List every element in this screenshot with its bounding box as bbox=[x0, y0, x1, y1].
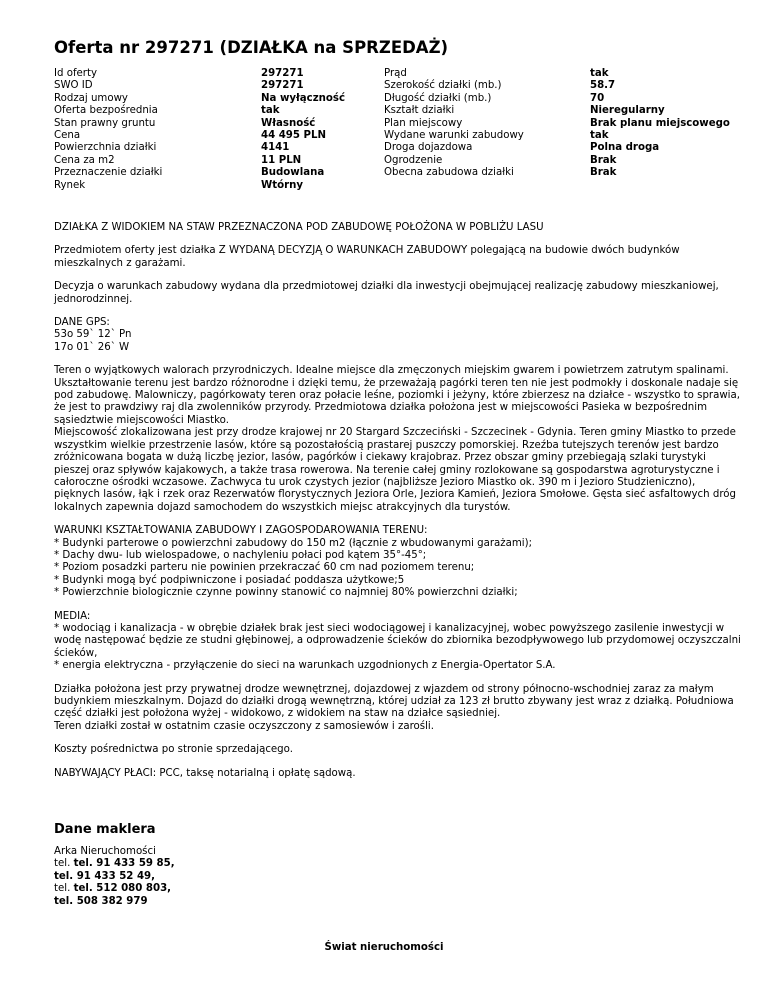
broker-company: Arka Nieruchomości bbox=[54, 846, 156, 857]
spec-value: Brak bbox=[590, 154, 617, 166]
buyer-costs: NABYWAJĄCY PŁACI: PCC, taksę notarialną i opłatę sądową. bbox=[54, 767, 356, 779]
spec-label: Przeznaczenie działki bbox=[54, 167, 163, 179]
spec-value: Nieregularny bbox=[590, 105, 665, 117]
spec-value: Brak planu miejscowego bbox=[590, 117, 730, 129]
specs-left-values bbox=[261, 68, 345, 192]
description-headline: DZIAŁKA Z WIDOKIEM NA STAW PRZEZNACZONA POD ZABUDOWĘ POŁOŻONA W POBLIŻU LASU bbox=[54, 222, 544, 233]
spec-label: Stan prawny gruntu bbox=[54, 117, 156, 129]
spec-label: Długość działki (mb.) bbox=[384, 92, 492, 104]
spec-label: Oferta bezpośrednia bbox=[54, 105, 158, 117]
page-title: Oferta nr 297271 (DZIAŁKA na SPRZEDAŻ) bbox=[54, 38, 449, 57]
tel-prefix: tel. bbox=[54, 883, 71, 895]
spec-value: Budowlana bbox=[261, 167, 325, 179]
specs-right-values bbox=[590, 68, 730, 180]
phone-number: tel. 91 433 59 85, bbox=[73, 858, 175, 870]
spec-value: tak bbox=[261, 105, 280, 117]
tel-prefix: tel. bbox=[54, 858, 71, 870]
spec-label: Cena za m2 bbox=[54, 154, 115, 166]
spec-label: Obecna zabudowa działki bbox=[384, 167, 514, 179]
phone-number: tel. 508 382 979 bbox=[54, 895, 148, 907]
spec-label: Prąd bbox=[384, 68, 407, 79]
footer-brand: Świat nieruchomości bbox=[324, 942, 444, 953]
spec-value: 297271 bbox=[261, 68, 304, 79]
media-info: MEDIA: * wodociąg i kanalizacja - w obrębie działek brak jest sieci wodociągowej i kanalizacyjnej, wobec powyższego zasilenie inwestycji w wodę następować będzie ze studni głębinowej, a odprowadzenie ścieków do zbiornika bezodpływowego lub przydomowej oczyszczalni ścieków, * energia elektryczna - przyłączenie do sieci na warunkach uzgodnionych z Energia-Opertator S.A. bbox=[54, 610, 741, 672]
spec-value: Na wyłączność bbox=[261, 92, 345, 104]
phone-number: tel. 512 080 803, bbox=[73, 883, 172, 895]
spec-value: 297271 bbox=[261, 80, 304, 92]
spec-label: Kształt działki bbox=[384, 105, 455, 117]
spec-label: Plan miejscowy bbox=[384, 117, 463, 129]
spec-label: Id oferty bbox=[54, 68, 98, 79]
spec-value: 58.7 bbox=[590, 80, 616, 92]
broker-phone-line bbox=[54, 883, 354, 895]
spec-value: 11 PLN bbox=[261, 154, 302, 166]
spec-label: Rynek bbox=[54, 179, 86, 191]
spec-value: 70 bbox=[590, 92, 605, 104]
commission-info: Koszty pośrednictwa po stronie sprzedającego. bbox=[54, 744, 293, 756]
spec-value: Wtórny bbox=[261, 179, 304, 191]
specs-left-labels bbox=[54, 68, 162, 192]
spec-value: 4141 bbox=[261, 142, 290, 154]
building-conditions: WARUNKI KSZTAŁTOWANIA ZABUDOWY I ZAGOSPODAROWANIA TERENU: * Budynki parterowe o powierzchni zabudowy do 150 m2 (łącznie z wbudowanymi garażami); * Dachy dwu- lub wielospadowe, o nachyleniu połaci pod kątem 35°-45°; * Poziom posadzki parteru nie powinien przekraczać 60 cm nad poziomem terenu; * Budynki mogą być podpiwniczone i posiadać poddasza użytkowe;5 * Powierzchnie biologicznie czynne powinny stanowić co najmniej 80% powierzchni działki; bbox=[54, 525, 533, 599]
spec-label: Ogrodzenie bbox=[384, 154, 443, 166]
spec-value: tak bbox=[590, 130, 609, 142]
description-paragraph: Teren o wyjątkowych walorach przyrodniczych. Idealne miejsce dla zmęczonych miejskim gwarem i powietrzem zatrutym spalinami. Ukształtowanie terenu jest bardzo różnorodne i dzięki temu, że przeważają pagórki teren ten nie jest podmokły i doskonale nadaje się pod zabudowę. Malowniczy, pagórkowaty teren oraz połacie leśne, poziomki i jeżyny, które zbierzesz na działce - wszystko to sprawia, że jest to prawdziwy raj dla zwolenników przyrody. Przedmiotowa działka położona jest w miejscowości Pasieka w bezpośrednim sąsiedztwie miejscowości Miastko. Miejscowość zlokalizowana jest przy drodze krajowej nr 20 Stargard Szczeciński - Szczecinek - Gdynia. Teren gminy Miastko to przede wszystkim wielkie przestrzenie lasów, które są pozostałością prastarej puszczy pomorskiej. Rzeźba tutejszych terenów jest bardzo zróżnicowana bogata w dużą liczbę jezior, lasów, pagórków i ciekawy krajobraz. Przez obszar gminy przebiegają szlaki turystyki pieszej oraz spływów kajakowych, a także trasa rowerowa. Na terenie całej gminy rozlokowane są gospodarstwa agroturystyczne i całoroczne ośrodki wczasowe. Zachwyca tu urok czystych jezior (najbliższe Jezioro Miastko ok. 390 m i Jezioro Studzieniczno), pięknych lasów, łąk i rzek oraz Rezerwatów florystycznych Jeziora Orle, Jeziora Kamień, Jeziora Smołowe. Gęsta sieć asfaltowych dróg lokalnych zapewnia dojazd samochodem do wszystkich miejsc atrakcyjnych dla turystów. bbox=[54, 365, 740, 513]
spec-value: Polna droga bbox=[590, 142, 660, 154]
gps-data: DANE GPS: 53o 59` 12` Pn 17o 01` 26` W bbox=[54, 317, 132, 353]
broker-details bbox=[54, 846, 354, 908]
description-paragraph: Działka położona jest przy prywatnej drodze wewnętrznej, dojazdowej z wjazdem od strony północno-wschodniej zaraz za małym budynkiem mieszkalnym. Dojazd do działki drogą wewnętrzną, której udział za 123 zł brutto zbywany jest wraz z działką. Południowa część działki jest położona wyżej - widokowo, z widokiem na staw na działce sąsiedniej. Teren działki został w ostatnim czasie oczyszczony z samosiewów i zarośli. bbox=[54, 683, 734, 732]
spec-value: tak bbox=[590, 68, 609, 79]
description-paragraph: Przedmiotem oferty jest działka Z WYDANĄ DECYZJĄ O WARUNKACH ZABUDOWY polegającą na budowie dwóch budynków mieszkalnych z garażami. bbox=[54, 245, 680, 269]
spec-label: Szerokość działki (mb.) bbox=[384, 80, 502, 92]
spec-label: SWO ID bbox=[54, 80, 93, 92]
spec-label: Wydane warunki zabudowy bbox=[384, 130, 524, 142]
specs-table bbox=[54, 68, 744, 198]
spec-label: Rodzaj umowy bbox=[54, 92, 128, 104]
spec-label: Powierzchnia działki bbox=[54, 142, 157, 154]
spec-value: 44 495 PLN bbox=[261, 130, 327, 142]
phone-number: tel. 91 433 52 49, bbox=[54, 870, 155, 882]
broker-phone-line bbox=[54, 858, 354, 870]
specs-right-labels bbox=[384, 68, 524, 180]
spec-value: Brak bbox=[590, 167, 617, 179]
offer-description bbox=[54, 222, 744, 791]
spec-label: Droga dojazdowa bbox=[384, 142, 473, 154]
spec-value: Własność bbox=[261, 117, 316, 129]
description-paragraph: Decyzja o warunkach zabudowy wydana dla przedmiotowej działki dla inwestycji obejmującej realizację zabudowy mieszkaniowej, jednorodzinnej. bbox=[54, 281, 719, 305]
broker-heading: Dane maklera bbox=[54, 822, 156, 837]
spec-label: Cena bbox=[54, 130, 81, 142]
